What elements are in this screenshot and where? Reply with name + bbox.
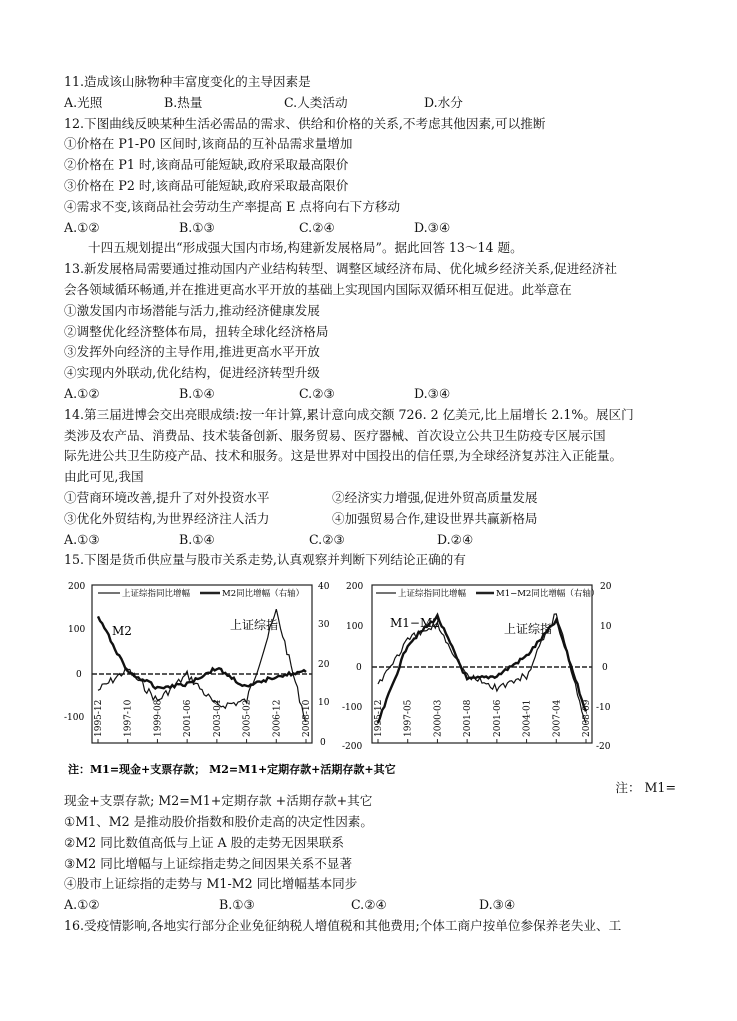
q14-item-2: ②经济实力增强,促进外贸高质量发展 (332, 489, 538, 505)
q13-stem-line1: 13.新发展格局需要通过推动国内产业结构转型、调整区域经济布局、优化城乡经济关系,促进经济社 (64, 261, 617, 277)
right-x-tick-label: 2007-04 (552, 699, 563, 738)
left-y2-label-30: 30 (318, 620, 330, 631)
q14-stem-line4: 由此可见,我国 (64, 469, 144, 485)
q12-option-c[interactable]: C.②④ (299, 219, 335, 235)
right-y-label-0: 0 (356, 663, 362, 674)
q15-item-3: ③M2 同比增幅与上证综指走势之间因果关系不显著 (64, 855, 353, 871)
right-x-tick-label: 2001-06 (492, 699, 503, 738)
q12-item-1: ①价格在 P1-P0 区间时,该商品的互补品需求量增加 (64, 136, 353, 152)
q13-option-d[interactable]: D.③④ (414, 385, 451, 401)
q13-option-b[interactable]: B.①④ (179, 385, 215, 401)
q12-option-a[interactable]: A.①② (64, 219, 100, 235)
q14-stem-line2: 类涉及农产品、消费品、技术装备创新、服务贸易、医疗器械、首次设立公共卫生防疫专区展示国 (64, 427, 606, 443)
left-x-tick-label: 2005-02 (242, 699, 253, 738)
right-legend-b: M1−M2同比增幅（右轴） (496, 589, 600, 600)
right-y2-label-0: 0 (602, 663, 608, 674)
right-y2-label-20: 20 (600, 582, 612, 593)
q15-item-4: ④股市上证综指的走势与 M1-M2 同比增幅基本同步 (64, 876, 358, 892)
q11-options (64, 93, 676, 114)
left-x-ticks (94, 699, 312, 743)
q15-note-line: 现金+支票存款; M2=M1+定期存款 +活期存款+其它 (64, 793, 373, 809)
left-y2-label-40: 40 (318, 582, 330, 593)
figure-note-right: 注： M1= (615, 780, 676, 796)
q12-option-d[interactable]: D.③④ (414, 219, 451, 235)
left-x-tick-label: 2008-10 (302, 699, 312, 738)
q14-item-1: ①营商环境改善,提升了对外投资水平 (64, 489, 270, 505)
q11-option-d[interactable]: D.水分 (424, 94, 463, 110)
right-x-tick-label: 2004-01 (522, 699, 533, 738)
left-x-tick-label: 2006-12 (272, 699, 283, 738)
left-y-label-neg100: -100 (64, 713, 85, 724)
right-x-tick-label: 1997-05 (403, 699, 414, 738)
q13-item-1: ①激发国内市场潜能与活力,推动经济健康发展 (64, 302, 320, 318)
q13-item-4: ④实现内外联动,优化结构，促进经济转型升级 (64, 365, 320, 381)
q15-option-a[interactable]: A.①② (64, 897, 100, 913)
left-series-label-m2: M2 (112, 624, 132, 639)
q15-option-b[interactable]: B.①③ (219, 897, 255, 913)
q15-item-1: ①M1、M2 是推动股价指数和股价走高的决定性因素。 (64, 813, 373, 829)
exam-page (64, 72, 676, 937)
q15-option-d[interactable]: D.③④ (479, 897, 516, 913)
right-y-label-neg200: -200 (342, 742, 363, 753)
q12-item-4: ④需求不变,该商品社会劳动生产率提高 E 点将向右下方移动 (64, 198, 401, 214)
left-y2-label-20: 20 (318, 660, 330, 671)
q14-option-b[interactable]: B.①④ (179, 531, 215, 547)
q14-option-a[interactable]: A.①③ (64, 531, 100, 547)
right-y-label-neg100: -100 (342, 703, 363, 714)
left-x-tick-label: 1997-10 (123, 699, 134, 738)
left-chart (64, 582, 330, 748)
q13-item-3: ③发挥外向经济的主导作用,推进更高水平开放 (64, 344, 320, 360)
q11-option-b[interactable]: B.热量 (164, 94, 203, 110)
q14-stem-line1: 14.第三届进博会交出亮眼成绩:按一年计算,累计意向成交额 726. 2 亿美元,比上届增长 2.1%。展区门 (64, 406, 634, 422)
left-x-tick-label: 1999-08 (153, 699, 164, 738)
q13-option-a[interactable]: A.①② (64, 385, 100, 401)
q14-items-row2 (64, 509, 676, 530)
left-series-label-index: 上证综指 (230, 618, 279, 633)
q14-options (64, 530, 676, 551)
q14-option-d[interactable]: D.②④ (437, 531, 474, 547)
right-x-ticks (374, 699, 592, 743)
left-x-tick-label: 2003-04 (212, 699, 223, 738)
right-y-label-200: 200 (346, 582, 364, 593)
q14-stem-line3: 际先进公共卫生防疫产品、技术和服务。这是世界对中国投出的信任票,为全球经济复苏注入正能量。 (64, 448, 623, 464)
q15-stem: 15.下图是货币供应量与股市关系走势,认真观察并判断下列结论正确的有 (64, 552, 466, 568)
q14-item-4: ④加强贸易合作,建设世界共赢新格局 (332, 510, 538, 526)
right-y2-label-neg10: -10 (596, 703, 611, 714)
q11-stem: 11.造成该山脉物种丰富度变化的主导因素是 (64, 74, 311, 89)
q12-item-3: ③价格在 P2 时,该商品可能短缺,政府采取最高限价 (64, 177, 349, 193)
right-y2-label-10: 10 (600, 622, 612, 633)
q15-figure (64, 577, 676, 796)
right-x-tick-label: 2008-09 (582, 699, 592, 738)
q13-stem-line2: 会各领域循环畅通,并在推进更高水平开放的基础上实现国内国际双循环相互促进。此举意在 (64, 281, 572, 297)
q11-option-a[interactable]: A.光照 (64, 94, 103, 110)
left-y2-label-0: 0 (320, 738, 326, 749)
left-x-tick-label: 2001-06 (183, 699, 194, 738)
q11-option-c[interactable]: C.人类活动 (284, 94, 348, 110)
left-y-label-0: 0 (76, 670, 82, 681)
money-supply-charts (64, 577, 676, 791)
q16-stem: 16.受疫情影响,各地实行部分企业免征纳税人增值税和其他费用;个体工商户按单位参保养老失业、工 (64, 917, 622, 933)
left-x-tick-label: 1995-12 (94, 699, 104, 738)
right-legend-a: 上证综指同比增幅 (398, 589, 467, 600)
right-y2-label-neg20: -20 (596, 742, 611, 753)
q12-item-2: ②价格在 P1 时,该商品可能短缺,政府采取最高限价 (64, 157, 349, 173)
right-y-label-100: 100 (346, 622, 364, 633)
q13-option-c[interactable]: C.②③ (299, 385, 335, 401)
left-y-label-100: 100 (68, 625, 86, 636)
left-legend-b: M2同比增幅（右轴） (222, 589, 305, 600)
q12-stem: 12.下图曲线反映某种生活必需品的需求、供给和价格的关系,不考虑其他因素,可以推断 (64, 115, 546, 131)
left-y-label-200: 200 (68, 582, 86, 593)
right-x-tick-label: 1995-12 (374, 699, 384, 738)
q15-option-c[interactable]: C.②④ (351, 897, 387, 913)
q13-options (64, 384, 676, 405)
left-y2-label-10: 10 (318, 698, 330, 709)
q14-item-3: ③优化外贸结构,为世界经济注人活力 (64, 510, 270, 526)
right-series-label-index: 上证综指 (504, 622, 553, 637)
q14-option-c[interactable]: C.②③ (309, 531, 345, 547)
q12-options (64, 218, 676, 239)
q14-items-row1 (64, 488, 676, 509)
q15-item-2: ②M2 同比数值高低与上证 A 股的走势无因果联系 (64, 834, 344, 850)
right-chart (342, 582, 612, 752)
q15-options (64, 895, 676, 916)
figure-note: 注：M1=现金+支票存款； M2=M1+定期存款+活期存款+其它 (68, 763, 396, 777)
q12-option-b[interactable]: B.①③ (179, 219, 215, 235)
section-intro: 十四五规划提出“形成强大国内市场,构建新发展格局”。据此回答 13～14 题。 (88, 240, 523, 256)
right-x-tick-label: 2001-08 (463, 699, 474, 738)
left-legend-a: 上证综指同比增幅 (122, 589, 191, 600)
right-x-tick-label: 2000-03 (433, 699, 444, 738)
right-series-label-m1m2: M1−M2 (390, 616, 440, 631)
q13-item-2: ②调整优化经济整体布局，扭转全球化经济格局 (64, 323, 329, 339)
